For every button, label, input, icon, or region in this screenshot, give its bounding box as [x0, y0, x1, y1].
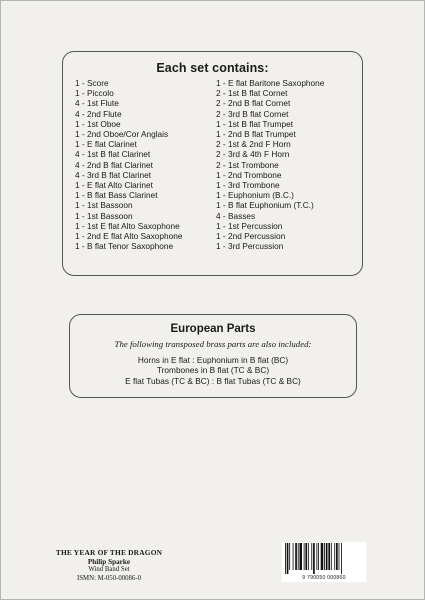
barcode-bar: [287, 543, 289, 574]
barcode-bar: [308, 543, 309, 570]
instrument-item: 1 - 3rd Percussion: [216, 241, 284, 252]
instrument-item: 1 - 2nd B flat Trumpet: [216, 129, 296, 140]
barcode-bar: [285, 543, 286, 574]
edition-label: Wind Band Set: [88, 566, 130, 574]
instrument-item: 1 - 3rd Trombone: [216, 180, 280, 191]
instrument-item: 1 - 1st Bassoon: [75, 200, 133, 211]
instrument-item: 1 - 1st Bassoon: [75, 210, 133, 221]
european-parts-box: [69, 314, 357, 398]
barcode-bar: [331, 543, 332, 570]
barcode-bar: [305, 543, 307, 570]
barcode-bar: [341, 543, 342, 574]
instrument-item: 1 - Euphonium (B.C.): [216, 190, 294, 201]
barcode-bar: [339, 543, 340, 570]
barcode-bar: [326, 543, 328, 570]
instrument-item: 1 - B flat Euphonium (T.C.): [216, 200, 314, 211]
instrument-item: 2 - 1st Trombone: [216, 159, 279, 170]
barcode-bar: [336, 543, 338, 570]
european-parts-note: The following transposed brass parts are also included:: [114, 339, 312, 349]
set-contents-title: Each set contains:: [156, 61, 269, 75]
instrument-item: 1 - 1st B flat Trumpet: [216, 118, 294, 129]
instrument-item: 1 - Score: [75, 78, 109, 88]
barcode-bar: [328, 543, 330, 570]
instrument-item: 1 - 1st E flat Alto Saxophone: [75, 220, 180, 231]
barcode-bar: [321, 543, 324, 570]
publication-info: [53, 549, 165, 583]
instrument-item: 4 - 3rd B flat Clarinet: [75, 169, 152, 180]
instrument-item: 1 - 2nd Oboe/Cor Anglais: [75, 129, 169, 140]
barcode-bar: [295, 543, 297, 570]
instrument-item: 1 - E flat Alto Clarinet: [75, 180, 153, 191]
instrument-item: 1 - E flat Clarinet: [75, 139, 137, 150]
instrument-list-right: [216, 78, 324, 251]
european-parts-title: European Parts: [170, 323, 256, 335]
barcode-bar: [311, 543, 312, 570]
instrument-item: 1 - Piccolo: [75, 88, 114, 99]
instrument-list-left: [75, 78, 182, 251]
instrument-item: 2 - 1st B flat Cornet: [216, 88, 288, 99]
instrument-item: 1 - 2nd Percussion: [216, 231, 286, 242]
barcode: [282, 542, 366, 582]
instrument-item: 4 - 2nd B flat Clarinet: [75, 159, 153, 170]
european-part-line: Trombones in B flat (TC & BC): [156, 365, 270, 376]
instrument-item: 2 - 1st & 2nd F Horn: [216, 139, 291, 150]
instrument-item: 1 - 1st Percussion: [216, 220, 283, 231]
instrument-item: 4 - 2nd Flute: [75, 108, 122, 119]
barcode-bar: [334, 543, 335, 570]
barcode-digits: 9 790050 000860: [302, 575, 346, 581]
instrument-item: 1 - B flat Tenor Saxophone: [75, 241, 174, 252]
barcode-bar: [324, 543, 325, 570]
instrument-item: 2 - 3rd B flat Cornet: [216, 108, 289, 119]
barcode-bar: [298, 543, 299, 570]
instrument-item: 4 - 1st Flute: [75, 98, 119, 109]
instrument-item: 4 - Basses: [216, 210, 256, 221]
barcode-bars: [285, 543, 363, 574]
barcode-bar: [318, 543, 319, 570]
instrument-item: 1 - E flat Baritone Saxophone: [216, 78, 325, 88]
instrument-item: 2 - 3rd & 4th F Horn: [216, 149, 290, 160]
instrument-item: 1 - 2nd Trombone: [216, 169, 282, 180]
barcode-bar: [313, 543, 315, 574]
instrument-item: 1 - 1st Oboe: [75, 118, 121, 129]
barcode-bar: [316, 543, 317, 570]
instrument-item: 1 - B flat Bass Clarinet: [75, 190, 158, 201]
european-part-line: E flat Tubas (TC & BC) : B flat Tubas (TC & BC): [125, 375, 301, 386]
work-title: THE YEAR OF THE DRAGON: [55, 548, 163, 557]
european-parts-list: [70, 355, 356, 386]
barcode-bar: [299, 543, 302, 570]
instrument-item: 4 - 1st B flat Clarinet: [75, 149, 151, 160]
barcode-bar: [293, 543, 294, 570]
instrument-item: 1 - 2nd E flat Alto Saxophone: [75, 231, 183, 242]
barcode-bar: [289, 543, 290, 570]
instrument-item: 2 - 2nd B flat Cornet: [216, 98, 291, 109]
european-part-line: Horns in E flat : Euphonium in B flat (BC): [137, 355, 289, 365]
composer-name: Philip Sparke: [87, 557, 131, 566]
barcode-bar: [304, 543, 305, 570]
ismn-number: ISMN: M-050-00086-0: [76, 574, 141, 582]
set-contents-box: [62, 51, 363, 276]
